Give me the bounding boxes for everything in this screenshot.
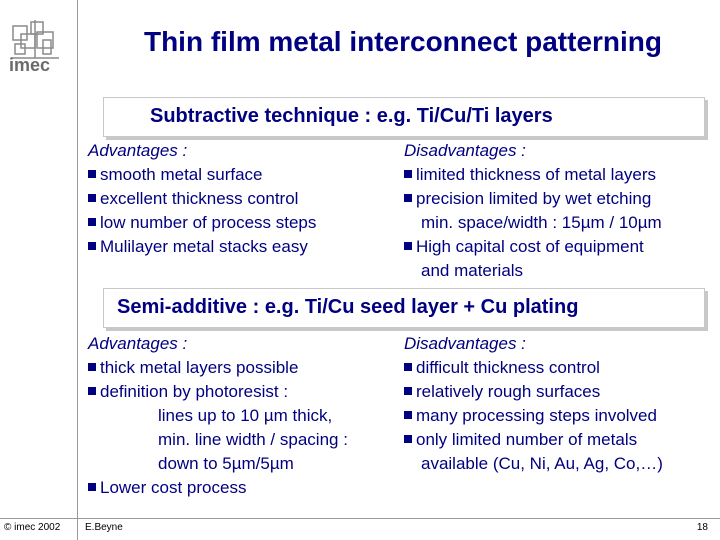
logo-sidebar: [0, 0, 78, 540]
page-number: 18: [696, 522, 708, 533]
bullet-icon: [88, 242, 96, 250]
bullet-icon: [404, 194, 412, 202]
bullet-icon: [404, 411, 412, 419]
bullet-icon: [88, 170, 96, 178]
list-item: only limited number of metals: [404, 428, 663, 452]
list-item: precision limited by wet etching: [404, 187, 662, 211]
list-item: Lower cost process: [88, 476, 348, 500]
subtractive-disadvantages: [404, 139, 662, 283]
imec-logo-text: imec: [9, 55, 51, 75]
bullet-icon: [404, 170, 412, 178]
list-item-continuation: down to 5µm/5µm: [158, 454, 294, 473]
list-item: definition by photoresist :: [88, 380, 348, 404]
advantages-header: Advantages :: [88, 334, 188, 353]
slide-title: Thin film metal interconnect patterning: [143, 26, 663, 57]
semiadditive-heading: Semi-additive : e.g. Ti/Cu seed layer + Cu plating: [117, 296, 579, 318]
list-item-continuation: min. space/width : 15µm / 10µm: [421, 213, 662, 232]
list-item: difficult thickness control: [404, 356, 663, 380]
footer-author: E.Beyne: [85, 522, 123, 533]
list-item-continuation: min. line width / spacing :: [158, 430, 348, 449]
list-item-continuation: and materials: [421, 261, 524, 280]
footer-divider: [0, 518, 720, 519]
subtractive-heading: Subtractive technique : e.g. Ti/Cu/Ti layers: [150, 105, 553, 127]
footer-copyright: © imec 2002: [4, 522, 61, 533]
advantages-header: Advantages :: [88, 141, 188, 160]
list-item-continuation: available (Cu, Ni, Au, Ag, Co,…): [421, 454, 663, 473]
list-item: smooth metal surface: [88, 163, 316, 187]
bullet-icon: [404, 387, 412, 395]
subtractive-advantages: [88, 139, 316, 259]
bullet-icon: [88, 194, 96, 202]
bullet-icon: [88, 218, 96, 226]
bullet-icon: [404, 242, 412, 250]
list-item: limited thickness of metal layers: [404, 163, 662, 187]
list-item-continuation: lines up to 10 µm thick,: [158, 406, 333, 425]
bullet-icon: [88, 363, 96, 371]
list-item: low number of process steps: [88, 211, 316, 235]
list-item: Mulilayer metal stacks easy: [88, 235, 316, 259]
list-item: excellent thickness control: [88, 187, 316, 211]
disadvantages-header: Disadvantages :: [404, 141, 526, 160]
semiadditive-disadvantages: [404, 332, 663, 476]
list-item: thick metal layers possible: [88, 356, 348, 380]
bullet-icon: [88, 483, 96, 491]
semiadditive-advantages: [88, 332, 348, 500]
list-item: High capital cost of equipment: [404, 235, 662, 259]
bullet-icon: [88, 387, 96, 395]
disadvantages-header: Disadvantages :: [404, 334, 526, 353]
bullet-icon: [404, 363, 412, 371]
bullet-icon: [404, 435, 412, 443]
list-item: relatively rough surfaces: [404, 380, 663, 404]
footer-separator: [77, 518, 78, 540]
list-item: many processing steps involved: [404, 404, 663, 428]
